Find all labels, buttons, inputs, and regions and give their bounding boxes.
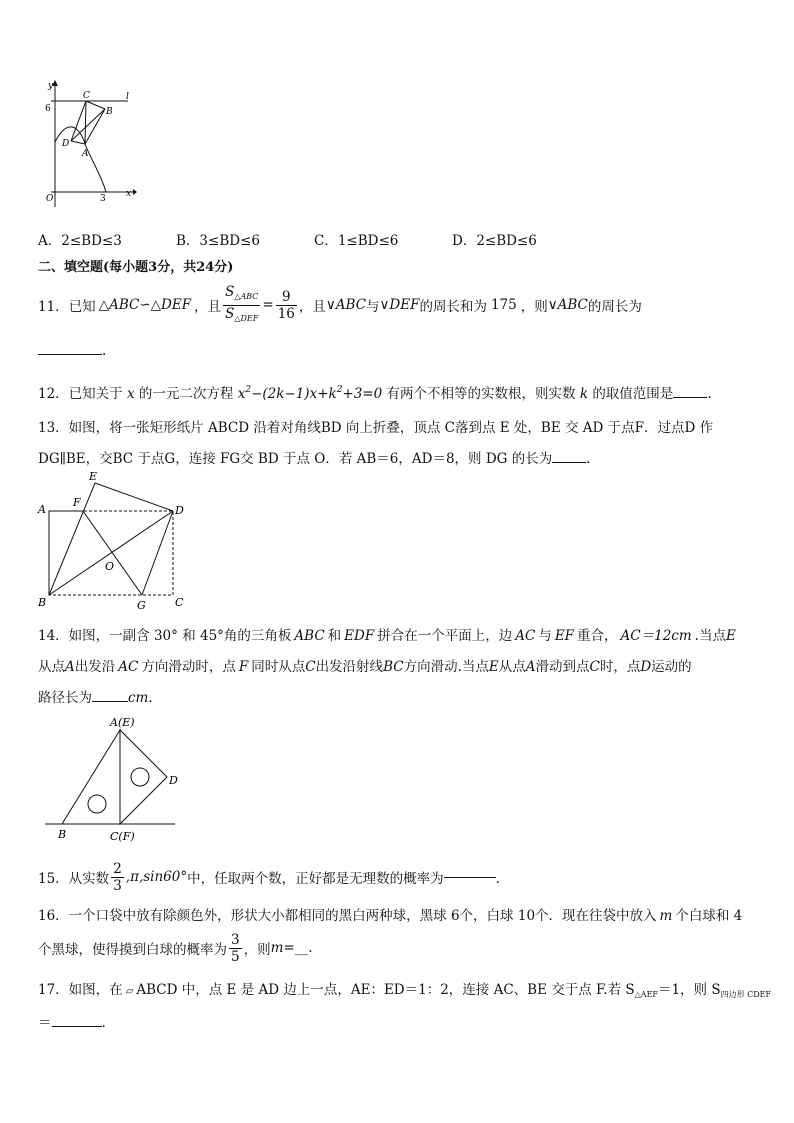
text: 拼合在一个平面上，边 bbox=[377, 628, 513, 644]
option-a bbox=[38, 229, 122, 249]
text: 17．如图，在 bbox=[38, 982, 123, 998]
label-6: 6 bbox=[45, 104, 51, 114]
question-14-line3 bbox=[38, 686, 153, 706]
label-A: A bbox=[38, 503, 46, 516]
var-x: x bbox=[126, 386, 135, 402]
question-11 bbox=[38, 283, 642, 327]
text: .当点 bbox=[694, 628, 726, 644]
text: 已知关于 bbox=[68, 386, 123, 402]
eq-part: +3=0 bbox=[342, 386, 383, 402]
frac-num-sub: △ABC bbox=[234, 291, 259, 301]
var-m: m bbox=[659, 908, 673, 924]
text: 出发沿射线 bbox=[315, 659, 384, 675]
text: ，且 bbox=[194, 299, 222, 315]
text: 方向滑动.当点 bbox=[403, 659, 489, 675]
option-letter: B． bbox=[176, 233, 200, 249]
option-text: 3≤BD≤6 bbox=[199, 233, 260, 249]
frac-num: S bbox=[225, 283, 235, 300]
triangle-edf bbox=[120, 730, 167, 824]
var: ABC bbox=[294, 628, 325, 644]
eq-sup: 2 bbox=[336, 385, 343, 395]
x-axis-arrow bbox=[133, 189, 137, 195]
text: ，且 bbox=[298, 299, 326, 315]
text: 个黑球，使得摸到白球的概率为 bbox=[38, 942, 227, 958]
question-17-line2 bbox=[38, 1011, 106, 1031]
curve bbox=[55, 127, 106, 192]
label-D: D bbox=[169, 774, 178, 787]
text: ，则 bbox=[243, 942, 271, 958]
question-14-line1 bbox=[38, 624, 736, 644]
option-letter: A． bbox=[38, 233, 62, 249]
option-b bbox=[176, 229, 260, 249]
answer-blank[interactable] bbox=[38, 354, 102, 355]
triangle-abc bbox=[62, 730, 120, 824]
question-15 bbox=[38, 857, 509, 897]
text: 和 bbox=[327, 628, 342, 644]
label-y: y bbox=[48, 81, 54, 91]
ratio-value-fraction bbox=[276, 289, 297, 322]
seg-bd bbox=[49, 511, 173, 595]
option-d bbox=[452, 229, 537, 249]
fraction-3-5 bbox=[229, 932, 242, 965]
text: 个白球和 4 bbox=[675, 908, 743, 924]
fraction-2-3 bbox=[111, 861, 124, 894]
seg-fg bbox=[83, 511, 142, 595]
text: ． bbox=[495, 871, 510, 887]
perimeter-sum: 175 bbox=[490, 297, 517, 313]
text: 有两个不相等的实数根，则实数 bbox=[386, 386, 576, 402]
parallelogram-icon: ▱ bbox=[125, 986, 134, 997]
frac-den-sub: △DEF bbox=[234, 313, 259, 323]
hole-right bbox=[131, 768, 149, 786]
label-O: O bbox=[105, 560, 115, 573]
option-letter: D． bbox=[452, 233, 477, 249]
var: EF bbox=[554, 628, 575, 644]
text: 时，点 bbox=[599, 659, 641, 675]
text: 从点 bbox=[498, 659, 526, 675]
text: 14．如图，一副含 30° 和 45°角的三角板 bbox=[38, 628, 292, 644]
var: A bbox=[65, 659, 75, 675]
sub: 四边形 CDEF bbox=[720, 990, 772, 999]
text: 的一元二次方程 bbox=[138, 386, 234, 402]
label-D: D bbox=[175, 504, 184, 517]
triangle-abc: ∨ABC bbox=[325, 297, 367, 313]
sub: △AEF bbox=[634, 990, 658, 999]
var: AC＝12cm bbox=[620, 628, 692, 644]
text: 15．从实数 bbox=[38, 871, 110, 887]
equation bbox=[238, 386, 383, 402]
seg-cd bbox=[71, 101, 86, 141]
eq-part: −(2k−1)x+k bbox=[251, 386, 337, 402]
frac-den: 16 bbox=[277, 305, 295, 322]
text: 从点 bbox=[38, 659, 65, 675]
question-17-line1 bbox=[38, 978, 771, 1000]
label-E: E bbox=[89, 470, 98, 483]
unit: cm bbox=[128, 690, 149, 706]
text: 的周长为 bbox=[587, 299, 642, 315]
q-number: 12． bbox=[38, 386, 69, 402]
label-AE: A(E) bbox=[110, 716, 135, 729]
text: . bbox=[707, 386, 712, 402]
var: BC bbox=[383, 659, 404, 675]
text: ． bbox=[586, 451, 600, 467]
label-D: D bbox=[62, 139, 70, 149]
text: 16．一个口袋中放有除颜色外，形状大小都相同的黑白两种球，黑球 6个，白球 10个．现在往袋中放入 bbox=[38, 908, 657, 924]
label-l: l bbox=[126, 92, 129, 102]
seg-da bbox=[71, 141, 85, 144]
label-F: F bbox=[73, 496, 81, 509]
seg-ca bbox=[85, 101, 86, 144]
var: AC bbox=[118, 659, 139, 675]
text: . bbox=[148, 690, 153, 706]
eq-part: x bbox=[237, 386, 246, 402]
label-B: B bbox=[106, 107, 113, 117]
frac-num: 2 bbox=[113, 860, 122, 877]
frac-den: S bbox=[225, 305, 235, 322]
text: 与 bbox=[538, 628, 552, 644]
label-B: B bbox=[38, 596, 47, 609]
equals: = bbox=[262, 297, 274, 313]
text: 同时从点 bbox=[251, 659, 306, 675]
var: E bbox=[725, 628, 736, 644]
question-12 bbox=[38, 382, 712, 402]
text: ，则 bbox=[520, 299, 548, 315]
figure-rectangle-fold bbox=[34, 468, 194, 613]
figure-coordinate-graph bbox=[38, 72, 138, 212]
text: 方向滑动时，点 bbox=[141, 659, 236, 675]
text: 的取值范围是 bbox=[592, 386, 674, 402]
label-B: B bbox=[58, 828, 67, 841]
question-16-line2 bbox=[38, 930, 313, 966]
text: 的周长和为 bbox=[419, 299, 487, 315]
question-11-answer bbox=[38, 343, 106, 359]
frac-num: 9 bbox=[276, 289, 297, 306]
seg-ba bbox=[85, 109, 105, 144]
option-text: 2≤BD≤3 bbox=[61, 233, 122, 249]
text: 运动的 bbox=[651, 659, 692, 675]
label-3: 3 bbox=[100, 194, 106, 204]
label-CF: C(F) bbox=[110, 830, 135, 843]
question-13-line2 bbox=[38, 447, 600, 467]
text: . bbox=[101, 1015, 106, 1031]
text: 路径长为 bbox=[38, 690, 92, 706]
var: AC bbox=[515, 628, 536, 644]
var: EDF bbox=[344, 628, 375, 644]
frac-num: 3 bbox=[231, 931, 240, 948]
frac-den: 3 bbox=[113, 877, 122, 894]
frac-den: 5 bbox=[231, 948, 240, 965]
seg-be bbox=[49, 483, 95, 595]
option-text: 2≤BD≤6 bbox=[476, 233, 537, 249]
var-m: m bbox=[270, 940, 284, 956]
var: D bbox=[640, 659, 652, 675]
option-letter: C． bbox=[314, 233, 338, 249]
text: 与 bbox=[366, 299, 380, 315]
similar-expr: △ABC∽△DEF bbox=[98, 297, 192, 313]
answer-blank[interactable] bbox=[673, 397, 707, 398]
eq-sup: 2 bbox=[245, 385, 252, 395]
seg-cb bbox=[86, 101, 105, 109]
text: DG∥BE，交BC 于点G，连接 FG交 BD 于点 O．若 AB＝6，AD＝8，则 DG 的长为 bbox=[38, 451, 553, 467]
figure-triangle-boards bbox=[40, 712, 190, 847]
text: 中，任取两个数，正好都是无理数的概率为 bbox=[187, 871, 444, 887]
label-C: C bbox=[175, 596, 184, 609]
question-16-line1 bbox=[38, 904, 742, 924]
option-text: 1≤BD≤6 bbox=[337, 233, 399, 249]
option-c bbox=[314, 229, 398, 249]
answer-blank[interactable] bbox=[52, 1026, 102, 1027]
text: 滑动到点 bbox=[535, 659, 590, 675]
var: A bbox=[525, 659, 536, 675]
text: . bbox=[102, 343, 107, 359]
label-A: A bbox=[82, 149, 89, 159]
var: F bbox=[238, 659, 249, 675]
triangle-def: ∨DEF bbox=[379, 297, 420, 313]
question-14-line2 bbox=[38, 655, 692, 675]
seg-dg bbox=[142, 511, 173, 595]
text: ABCD 中，点 E 是 AD 边上一点，AE：ED＝1：2，连接 AC、BE 交于点 F.若 S bbox=[136, 982, 635, 998]
text: ＝1，则 S bbox=[657, 982, 721, 998]
answer-blank[interactable] bbox=[552, 462, 586, 463]
label-x: x bbox=[126, 189, 132, 199]
text: ＝ bbox=[38, 1015, 52, 1031]
var-k: k bbox=[579, 386, 589, 402]
question-13-line1: 13．如图，将一张矩形纸片 ABCD 沿着对角线BD 向上折叠，顶点 C落到点 E 处，BE 交 AD 于点F．过点D 作 bbox=[38, 420, 714, 436]
section-heading: 二、填空题(每小题3分，共24分) bbox=[38, 260, 234, 275]
triangle-abc: ∨ABC bbox=[547, 297, 588, 313]
var: E bbox=[488, 659, 499, 675]
q-number: 11． bbox=[38, 299, 69, 315]
seg-db bbox=[71, 109, 105, 141]
text: 已知 bbox=[68, 299, 96, 315]
label-O: O bbox=[46, 194, 54, 204]
hole-left bbox=[88, 795, 106, 813]
var: C bbox=[589, 659, 600, 675]
var: C bbox=[305, 659, 316, 675]
text: 出发沿 bbox=[74, 659, 116, 675]
answer-blank[interactable] bbox=[92, 701, 128, 702]
label-C: C bbox=[83, 91, 90, 101]
number-list: ,π,sin60° bbox=[125, 869, 188, 885]
area-ratio-fraction bbox=[223, 284, 260, 327]
answer-blank[interactable] bbox=[444, 877, 496, 878]
text: 重合， bbox=[577, 628, 618, 644]
seg-ed bbox=[95, 483, 173, 511]
label-G: G bbox=[137, 599, 146, 612]
text: =__. bbox=[283, 940, 313, 956]
